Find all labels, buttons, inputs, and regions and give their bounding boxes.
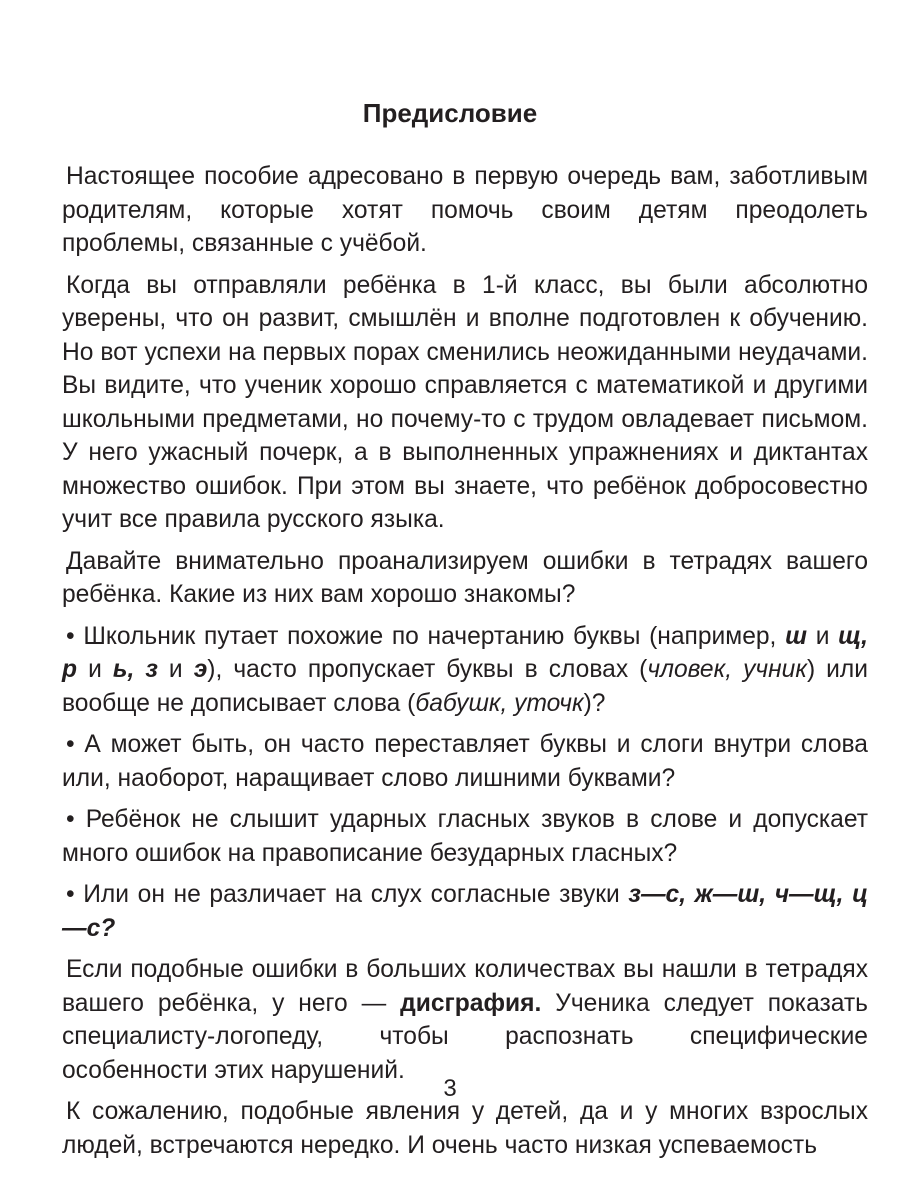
- paragraph-analyze-errors: Давайте внимательно проанализируем ошибки в тетрадях вашего ребёнка. Какие из них вам хорошо знакомы?: [62, 547, 868, 608]
- bullet-letter-confusion: [62, 620, 868, 721]
- paragraph-intro: Настоящее пособие адресовано в первую очередь вам, заботливым родителям, которые хотят помочь своим детям преодолеть проблемы, связанные с учёбой.: [62, 163, 868, 257]
- letter-example: ш: [785, 622, 807, 650]
- bullet-consonants: [62, 878, 868, 945]
- bullet-text: • Или он не различает на слух согласные звуки: [66, 881, 629, 908]
- paragraph-dysgraphia: [62, 953, 868, 1087]
- bullet-text: ), часто пропускает буквы в словах (: [207, 656, 648, 683]
- term-dysgraphia: дисграфия.: [400, 989, 542, 1017]
- paragraph-unfortunately: К сожалению, подобные явления у детей, да и у многих взрослых людей, встречаются нередко. И очень часто низкая успеваемость: [62, 1098, 868, 1159]
- bullet-text: • Школьник путает похожие по начертанию буквы (например,: [66, 622, 786, 650]
- bullet-text: и: [157, 656, 194, 683]
- word-example: чловек, учник: [647, 656, 807, 683]
- page-title: Предисловие: [362, 98, 538, 128]
- bullet-text: и: [806, 622, 839, 650]
- consonant-pairs: з—с, ж—ш, ч—щ, ц—с?: [62, 881, 868, 942]
- page-body: [62, 160, 868, 1170]
- bullet-vowels: • Ребёнок не слышит ударных гласных звуков в слове и допускает много ошибок на правописание безударных гласных?: [62, 806, 868, 867]
- paragraph-first-grade: Когда вы отправляли ребёнка в 1-й класс, вы были абсолютно уверены, что он развит, смышлён и вполне подготовлен к обучению. Но вот успехи на первых порах сменились неожиданными неудачами. Вы видите, что ученик хорошо справляется с математикой и другими школьными предметами, но почему-то с трудом овладевает письмом. У него ужасный почерк, а в выполненных упражнениях и диктантах множество ошибок. При этом вы знаете, что ребёнок добросовестно учит все правила русского языка.: [62, 271, 868, 533]
- bullet-letter-swap: • А может быть, он часто переставляет буквы и слоги внутри слова или, наоборот, наращивает слово лишними буквами?: [62, 731, 868, 792]
- word-example: бабушк, уточк: [415, 689, 584, 717]
- bullet-text: и: [77, 656, 113, 683]
- paragraph-text: Если подобные ошибки в больших количествах вы нашли в тетрадях вашего ребёнка, у него —: [62, 956, 868, 1017]
- paragraph-text: Ученика следует показать специалисту-логопеду, чтобы распознать специфические особенности этих нарушений.: [62, 989, 868, 1084]
- bullet-text: )?: [583, 689, 606, 717]
- letter-example: щ, р: [62, 622, 868, 683]
- letter-example: ь, з: [112, 656, 158, 683]
- bullet-text: ) или вообще не дописывает слова (: [62, 656, 868, 717]
- letter-example: э: [193, 656, 208, 683]
- page-number: 3: [443, 1075, 457, 1102]
